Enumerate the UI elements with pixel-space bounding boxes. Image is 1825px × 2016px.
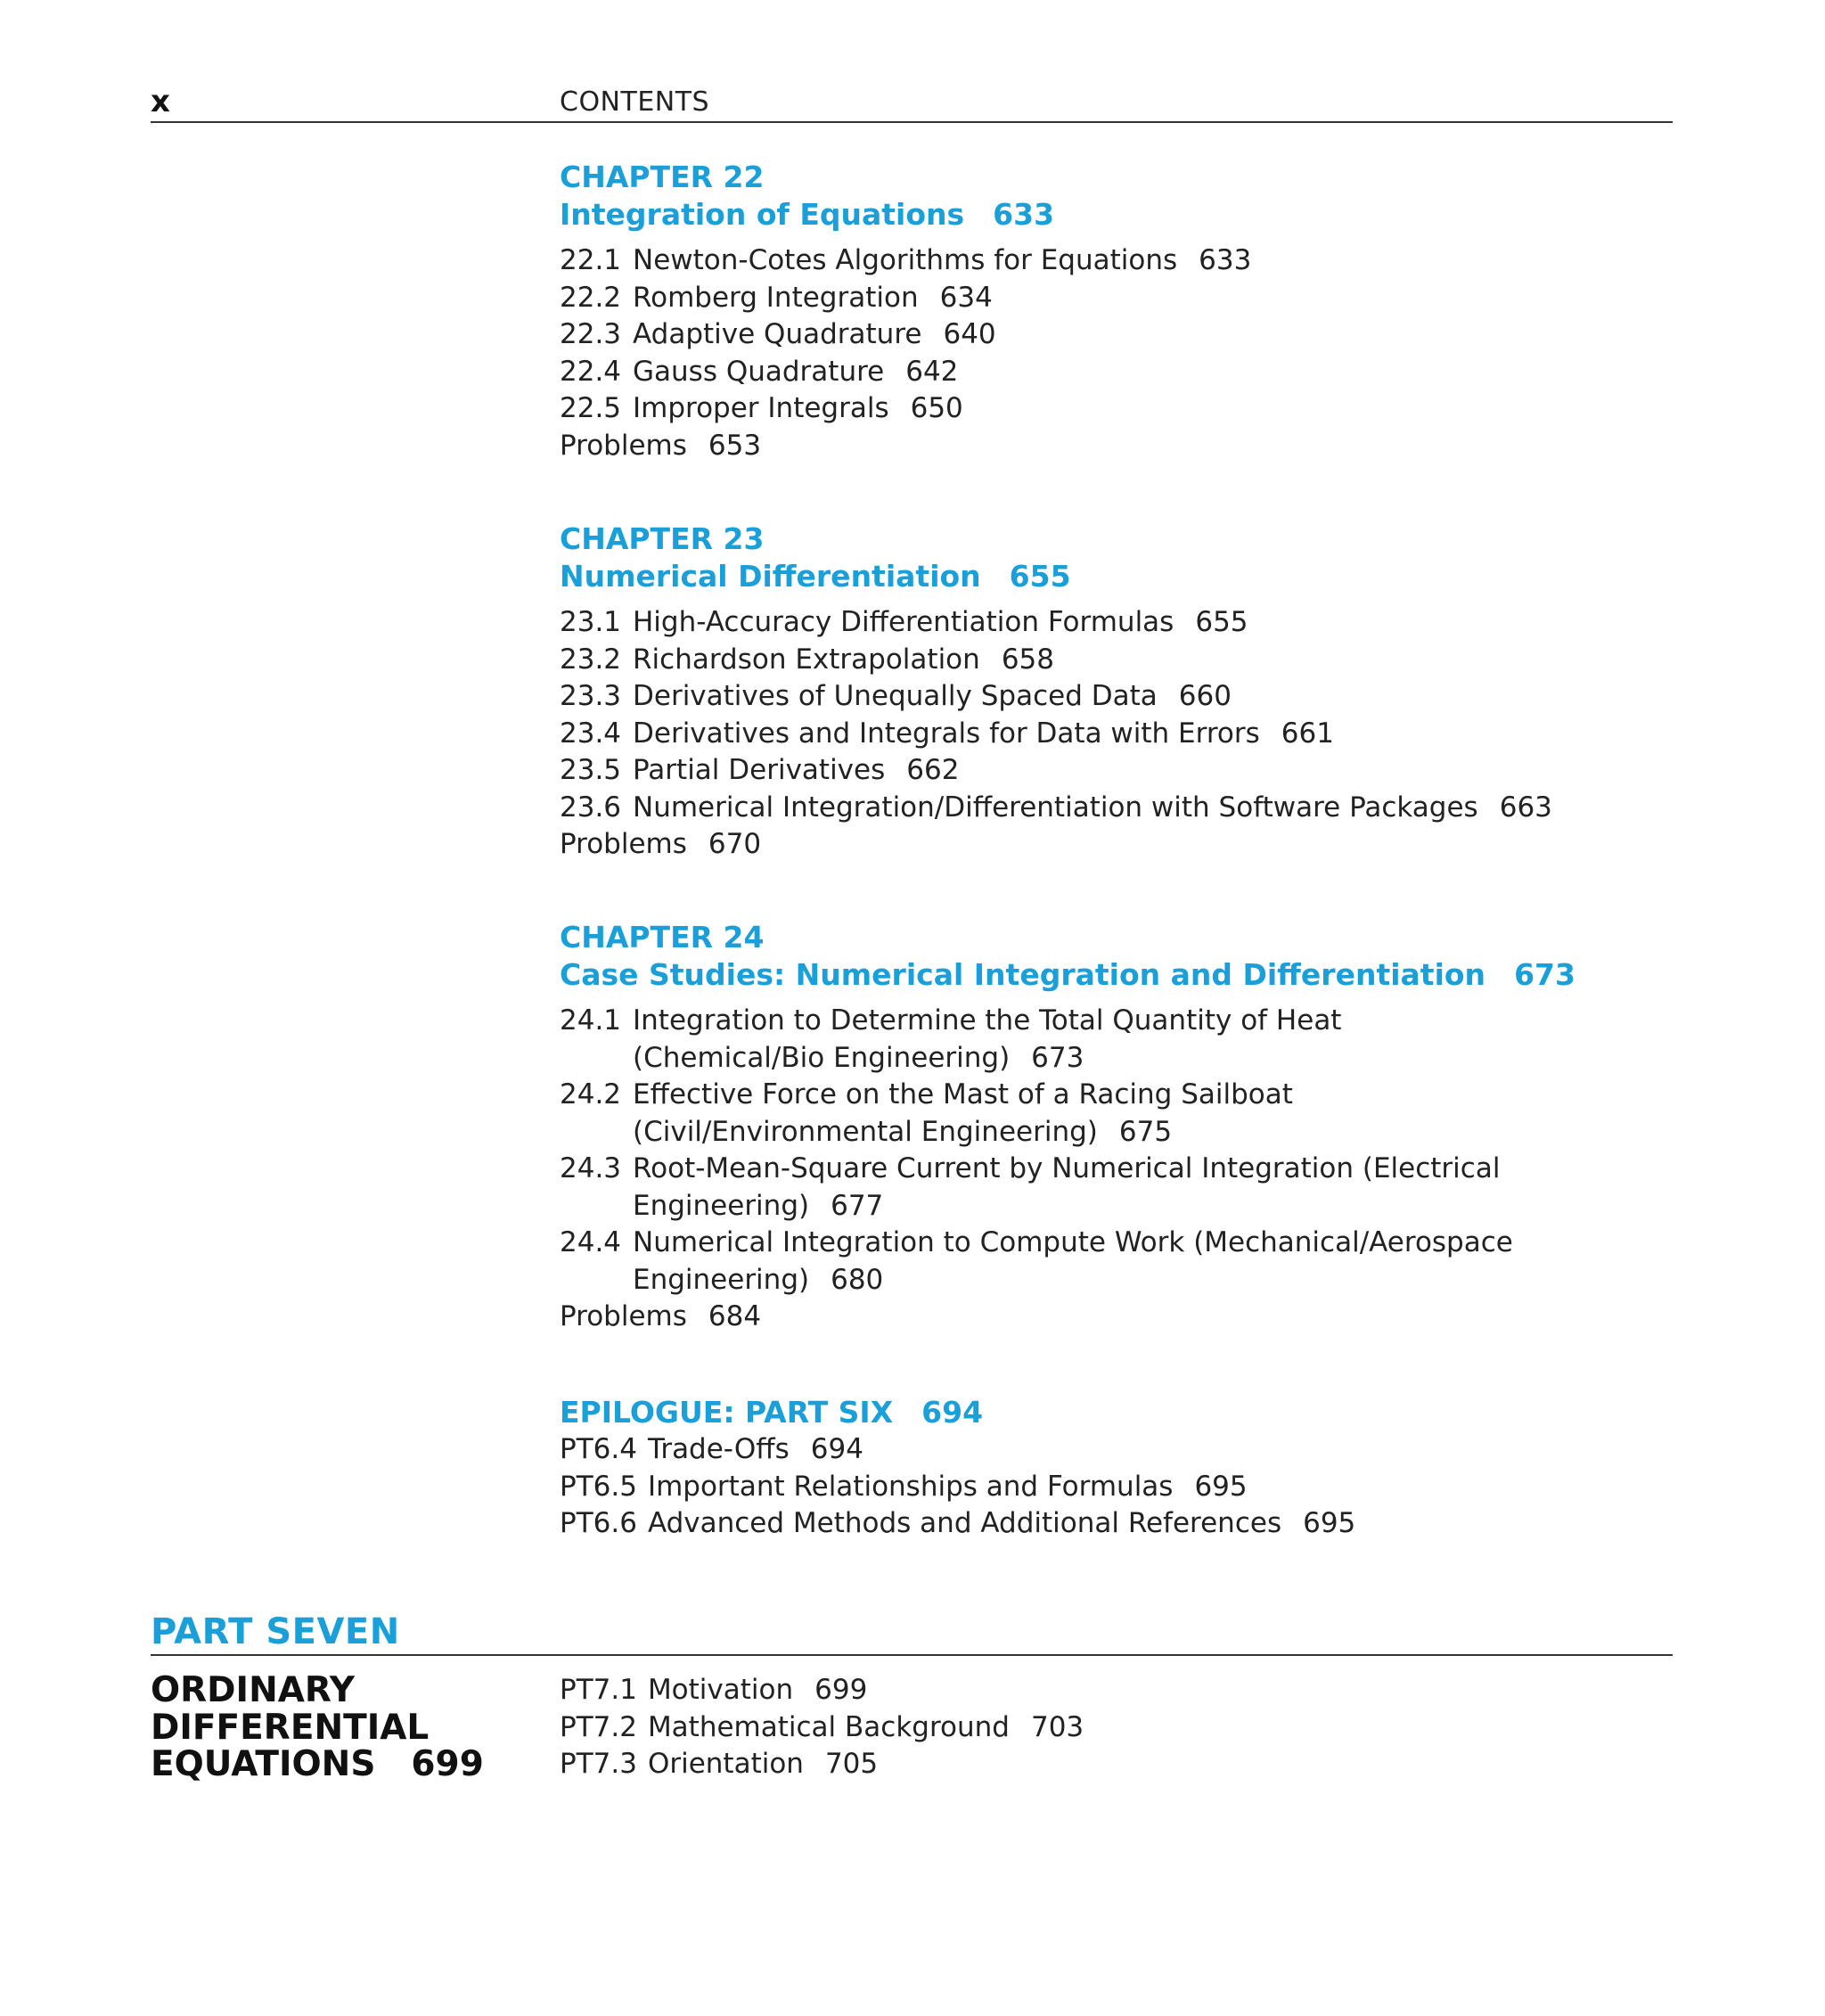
section-number: 24.1	[560, 1004, 622, 1037]
section-title: Derivatives of Unequally Spaced Data	[633, 680, 1158, 712]
toc-entry[interactable]	[560, 1003, 1540, 1077]
section-page: 633	[1199, 244, 1252, 276]
section-number: PT6.4	[560, 1433, 637, 1465]
chapter-title-text: Case Studies: Numerical Integration and Differentiation	[560, 957, 1486, 992]
section-number: 22.1	[560, 244, 622, 276]
section-list	[560, 1672, 1540, 1783]
section-title: Numerical Integration to Compute Work (Mechanical/Aerospace Engineering)	[633, 1226, 1513, 1296]
part-title-block[interactable]	[151, 1672, 484, 1783]
part-header	[151, 1611, 1673, 1656]
epilogue-page: 694	[921, 1395, 984, 1430]
section-number: 22.5	[560, 392, 622, 424]
section-title: Mathematical Background	[647, 1710, 1010, 1743]
toc-entry[interactable]	[560, 1672, 1540, 1709]
section-title: High-Accuracy Differentiation Formulas	[633, 606, 1174, 638]
problems-label: Problems	[560, 828, 687, 860]
chapter-title[interactable]	[560, 956, 1575, 994]
problems-page: 670	[708, 828, 762, 860]
chapter-label: CHAPTER 24	[560, 920, 765, 955]
toc-entry-problems[interactable]	[560, 1299, 1540, 1336]
page-number: x	[151, 84, 170, 119]
section-title: Newton-Cotes Algorithms for Equations	[633, 244, 1178, 276]
toc-entry[interactable]	[560, 1151, 1540, 1225]
toc-entry[interactable]	[560, 1505, 1540, 1543]
section-title: Trade-Offs	[647, 1433, 790, 1465]
section-title: Numerical Integration/Differentiation with Software Packages	[633, 791, 1478, 824]
section-number: 23.1	[560, 606, 622, 638]
part-title-line: DIFFERENTIAL	[151, 1707, 430, 1748]
section-page: 640	[943, 318, 996, 350]
toc-entry[interactable]	[560, 790, 1552, 827]
section-number: 22.2	[560, 281, 622, 314]
section-number: 23.5	[560, 754, 622, 786]
section-number: 24.3	[560, 1152, 622, 1184]
section-page: 673	[1031, 1041, 1084, 1074]
part-title-line: ORDINARY	[151, 1670, 356, 1710]
chapter-page: 655	[1009, 559, 1071, 594]
toc-entry[interactable]	[560, 354, 1540, 391]
section-number: PT6.6	[560, 1507, 637, 1539]
part-label: PART SEVEN	[151, 1611, 400, 1652]
section-page: 680	[831, 1263, 884, 1296]
section-page: 699	[814, 1674, 868, 1706]
toc-entry[interactable]	[560, 242, 1540, 280]
section-title: Partial Derivatives	[633, 754, 886, 786]
problems-page: 653	[708, 429, 762, 462]
section-title: Romberg Integration	[633, 281, 919, 314]
running-title: CONTENTS	[560, 86, 710, 118]
section-title: Effective Force on the Mast of a Racing Sailboat (Civil/Environmental Engineering)	[633, 1078, 1293, 1148]
section-page: 695	[1194, 1470, 1248, 1503]
problems-label: Problems	[560, 1300, 687, 1332]
section-number: 23.4	[560, 717, 622, 750]
section-title: Motivation	[647, 1674, 794, 1706]
running-header	[151, 84, 1673, 123]
section-number: PT7.2	[560, 1710, 637, 1743]
toc-entry[interactable]	[560, 1709, 1540, 1747]
section-page: 694	[810, 1433, 863, 1465]
section-list	[560, 604, 1552, 864]
chapter-24-section	[560, 919, 1575, 1336]
toc-entry[interactable]	[560, 604, 1540, 642]
chapter-title[interactable]	[560, 558, 1540, 595]
toc-entry[interactable]	[560, 316, 1540, 354]
section-number: 24.2	[560, 1078, 622, 1110]
section-title: Gauss Quadrature	[633, 355, 885, 388]
toc-entry[interactable]	[560, 1746, 1540, 1783]
section-title: Important Relationships and Formulas	[647, 1470, 1174, 1503]
toc-entry[interactable]	[560, 1225, 1540, 1299]
section-list	[560, 1003, 1540, 1336]
toc-entry[interactable]	[560, 1469, 1540, 1506]
section-title: Orientation	[647, 1748, 804, 1780]
toc-entry[interactable]	[560, 642, 1540, 679]
chapter-title[interactable]	[560, 196, 1540, 234]
section-number: 23.3	[560, 680, 622, 712]
section-number: 22.4	[560, 355, 622, 388]
section-number: 22.3	[560, 318, 622, 350]
section-list	[560, 1431, 1540, 1543]
part-title-line: EQUATIONS	[151, 1744, 376, 1784]
section-page: 662	[906, 754, 960, 786]
section-page: 655	[1195, 606, 1248, 638]
section-page: 675	[1118, 1115, 1173, 1148]
section-title: Adaptive Quadrature	[633, 318, 922, 350]
chapter-23-section	[560, 520, 1552, 864]
chapter-label: CHAPTER 22	[560, 160, 765, 194]
section-number: PT6.5	[560, 1470, 637, 1503]
toc-entry-problems[interactable]	[560, 826, 1540, 864]
toc-entry[interactable]	[560, 716, 1540, 753]
section-title: Integration to Determine the Total Quantity of Heat (Chemical/Bio Engineering)	[633, 1004, 1342, 1074]
part-page: 699	[411, 1744, 484, 1784]
toc-entry[interactable]	[560, 280, 1540, 317]
section-number: 23.2	[560, 643, 622, 676]
section-page: 661	[1281, 717, 1334, 750]
toc-entry-problems[interactable]	[560, 428, 1540, 465]
chapter-title-text: Numerical Differentiation	[560, 559, 981, 594]
section-title: Improper Integrals	[633, 392, 889, 424]
section-page: 677	[831, 1189, 884, 1222]
problems-page: 684	[708, 1300, 762, 1332]
section-page: 642	[905, 355, 959, 388]
chapter-label: CHAPTER 23	[560, 521, 765, 556]
section-list	[560, 242, 1540, 464]
epilogue-title[interactable]	[560, 1394, 1540, 1431]
chapter-page: 673	[1514, 957, 1575, 992]
section-page: 663	[1499, 791, 1552, 824]
section-number: PT7.1	[560, 1674, 637, 1706]
toc-entry[interactable]	[560, 678, 1540, 716]
chapter-title-text: Integration of Equations	[560, 197, 965, 232]
section-title: Advanced Methods and Additional References	[647, 1507, 1282, 1539]
chapter-22-section	[560, 159, 1540, 464]
section-page: 703	[1030, 1710, 1084, 1743]
section-title: Root-Mean-Square Current by Numerical Integration (Electrical Engineering)	[633, 1152, 1501, 1222]
section-number: PT7.3	[560, 1748, 637, 1780]
chapter-page: 633	[993, 197, 1055, 232]
section-page: 658	[1001, 643, 1054, 676]
toc-entry[interactable]	[560, 752, 1540, 790]
section-title: Richardson Extrapolation	[633, 643, 980, 676]
toc-entry[interactable]	[560, 390, 1540, 428]
section-page: 660	[1178, 680, 1232, 712]
toc-entry[interactable]	[560, 1431, 1540, 1469]
problems-label: Problems	[560, 429, 687, 462]
section-number: 24.4	[560, 1226, 622, 1258]
epilogue-title-text: EPILOGUE: PART SIX	[560, 1395, 894, 1430]
section-page: 695	[1303, 1507, 1356, 1539]
toc-entry[interactable]	[560, 1077, 1540, 1151]
part-seven-entries	[560, 1672, 1540, 1783]
section-title: Derivatives and Integrals for Data with Errors	[633, 717, 1260, 750]
section-page: 705	[824, 1748, 879, 1780]
section-number: 23.6	[560, 791, 622, 824]
section-page: 650	[910, 392, 963, 424]
section-page: 634	[939, 281, 993, 314]
epilogue-section	[560, 1394, 1540, 1543]
